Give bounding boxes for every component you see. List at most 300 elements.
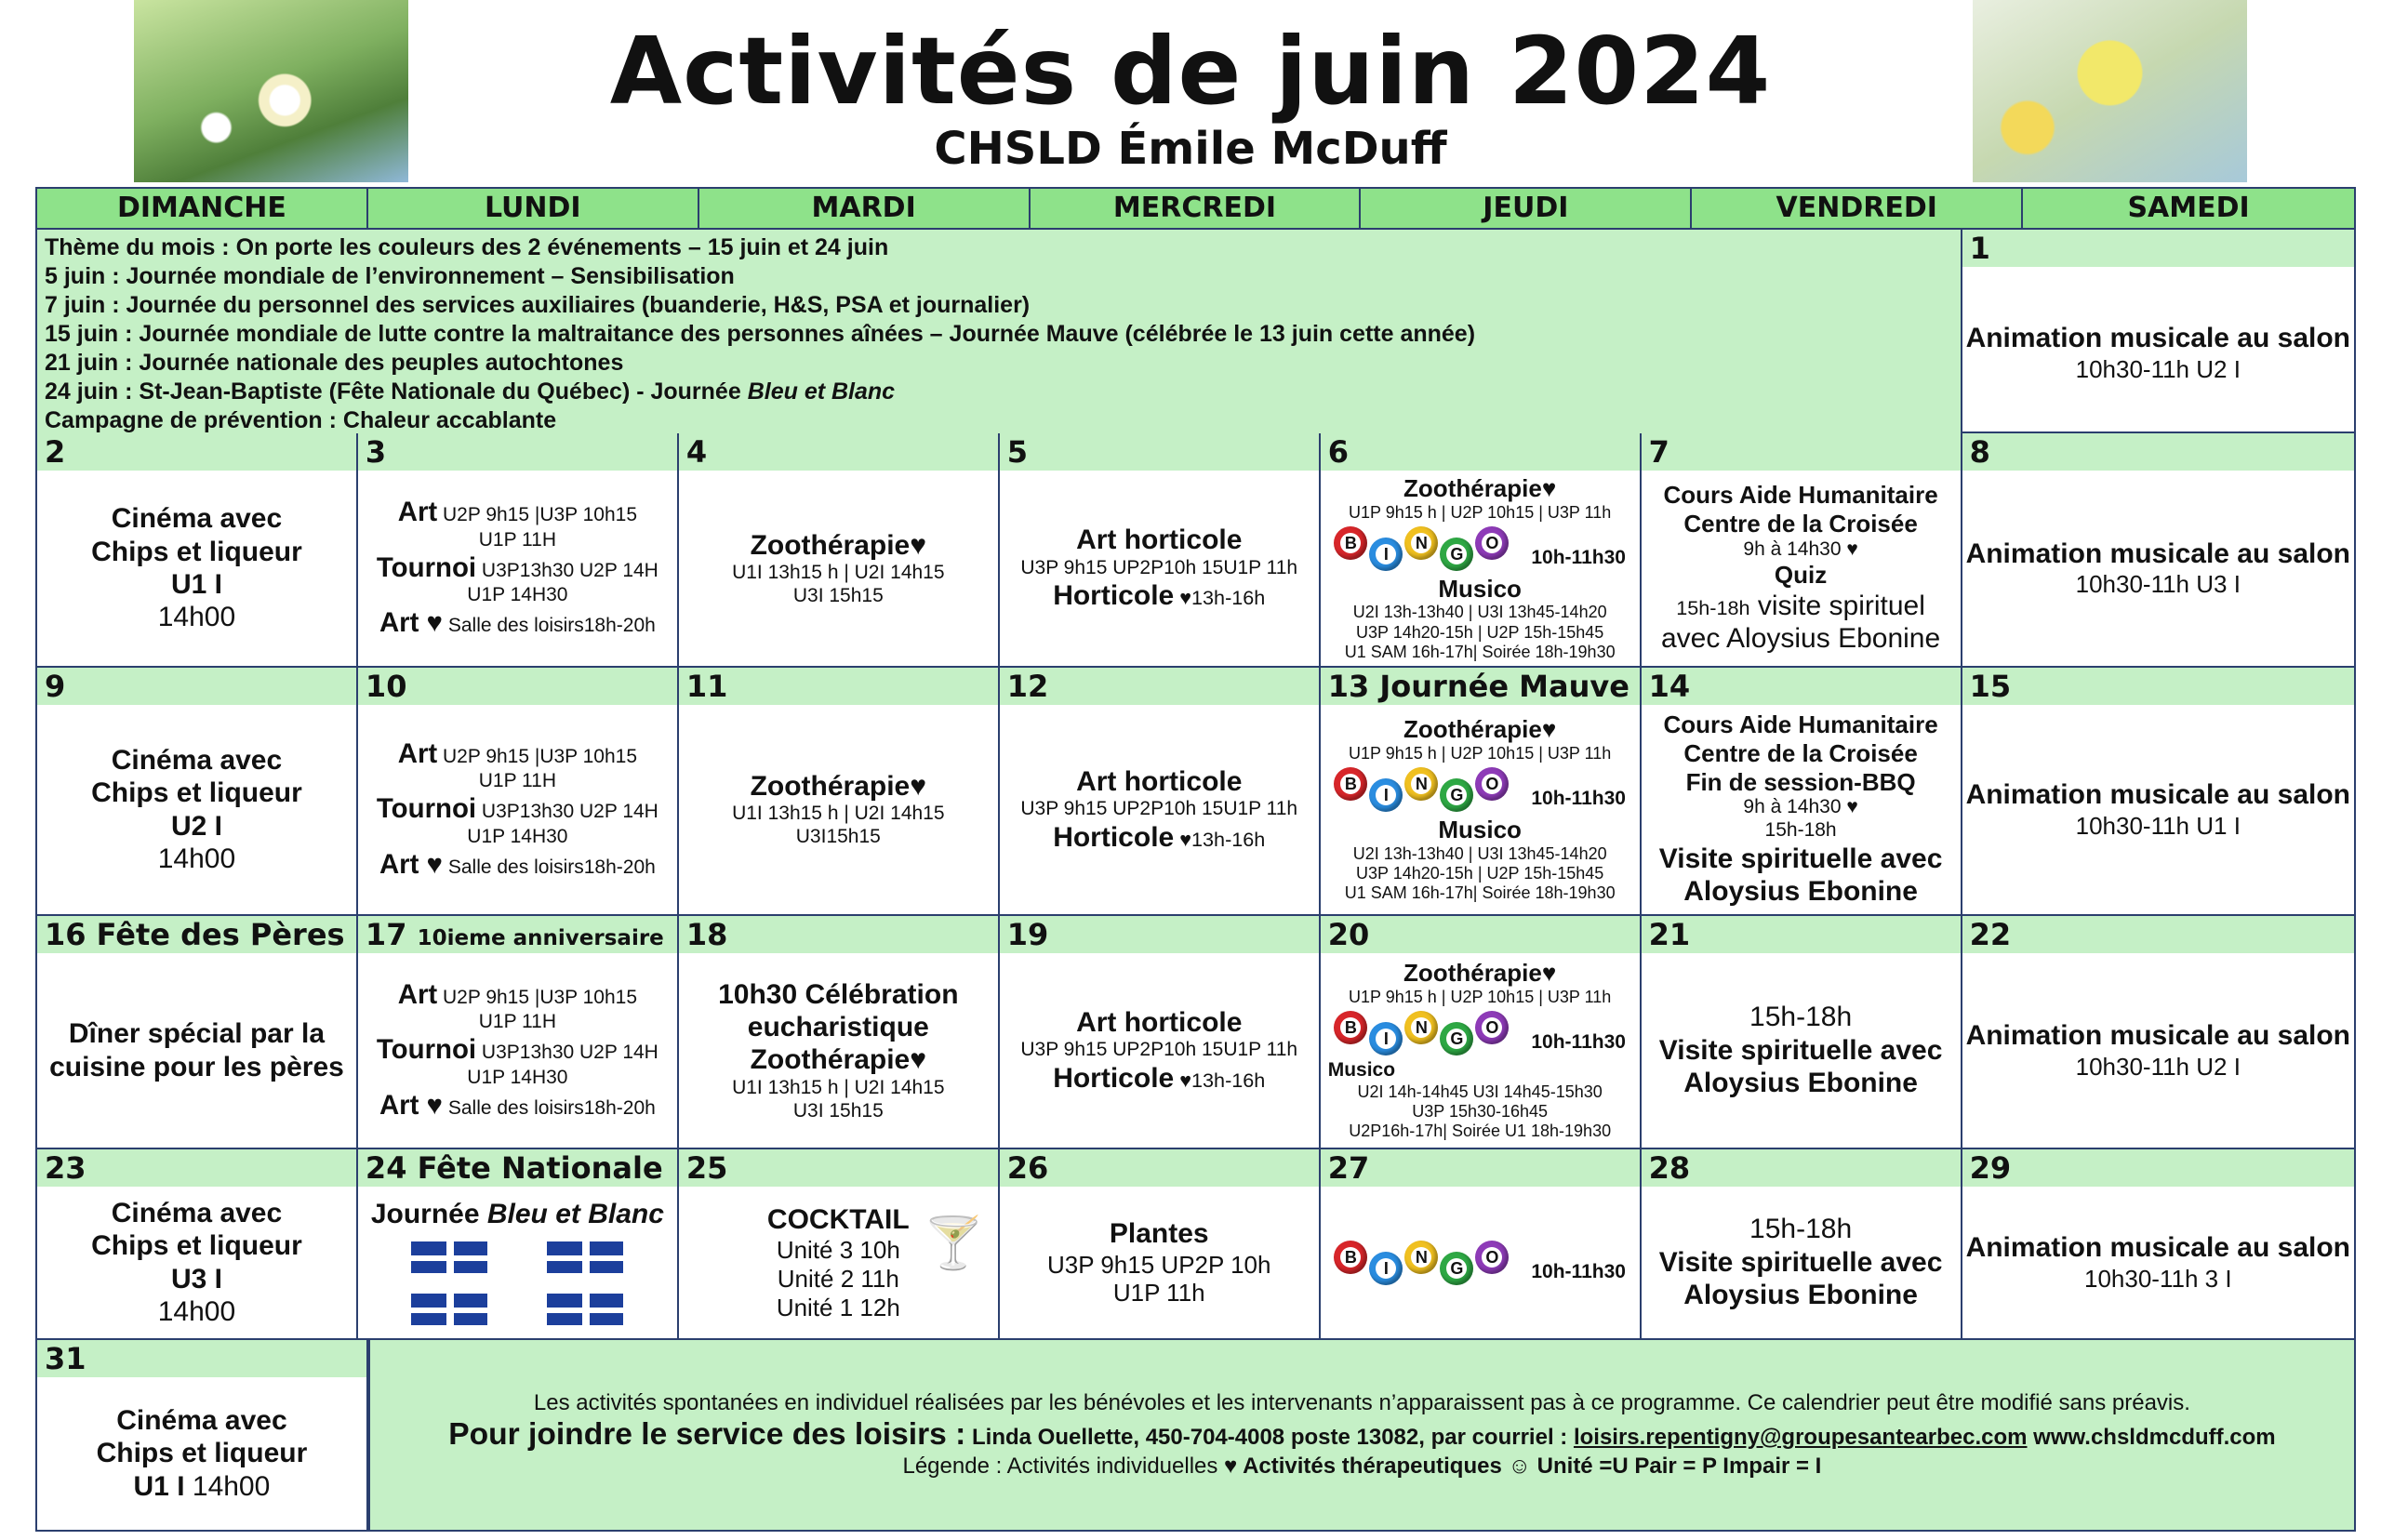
day-event-label: Fête des Pères <box>96 917 345 952</box>
text-line <box>45 406 1953 435</box>
text-line <box>49 1051 344 1083</box>
day-cell-21[interactable] <box>1642 916 1962 1148</box>
day-header <box>1000 916 1319 953</box>
text-segment: Plantes <box>1109 1218 1209 1250</box>
text-line <box>1743 796 1857 819</box>
text-line <box>45 320 1953 349</box>
text-line <box>902 1454 1821 1480</box>
text-line <box>45 262 1953 291</box>
text-line <box>45 233 1953 262</box>
text-line <box>1053 579 1265 612</box>
text-segment: Zoothérapie♥ <box>750 529 927 561</box>
text-segment: visite spirituel <box>1749 591 1925 621</box>
text-segment: Cours Aide Humanitaire <box>1663 710 1938 739</box>
bingo-time: 10h-11h30 <box>1531 546 1626 568</box>
page-title: Activités de juin 2024 <box>609 17 1772 126</box>
text-line <box>1749 1213 1852 1245</box>
text-line <box>1345 643 1616 662</box>
text-segment: Dîner spécial par la <box>68 1018 326 1050</box>
day-cell-1[interactable] <box>1962 230 2354 439</box>
text-line <box>1749 1001 1852 1033</box>
text-segment: Zoothérapie♥ <box>1403 959 1557 988</box>
day-cell-11[interactable] <box>679 668 1000 914</box>
text-line <box>171 568 222 601</box>
text-segment: ♥ Activités thérapeutiques ☺ Unité =U Pair = P Impair = I <box>1224 1453 1822 1479</box>
bingo-ball-icon: B <box>1334 767 1367 801</box>
text-segment: Chips et liqueur <box>91 536 302 567</box>
text-segment: Art <box>397 737 438 769</box>
text-line <box>467 584 567 607</box>
text-line <box>1663 481 1937 510</box>
text-line <box>1775 561 1827 590</box>
text-segment: U2P 9h15 |U3P 10h15 <box>437 745 638 767</box>
text-segment: U2P 9h15 |U3P 10h15 <box>437 986 638 1008</box>
day-cell-23[interactable] <box>37 1149 358 1338</box>
text-segment: Linda Ouellette, 450-704-4008 poste 13082, par courriel : <box>965 1425 1574 1451</box>
text-line <box>767 1203 910 1236</box>
text-line <box>1966 1019 2350 1052</box>
day-header <box>358 668 677 705</box>
text-segment: 5 juin : Journée mondiale de l’environnement – Sensibilisation <box>45 263 735 289</box>
day-number: 3 <box>365 434 387 470</box>
day-number: 28 <box>1648 1150 1691 1186</box>
text-line <box>1765 819 1837 843</box>
bingo-ball-icon: G <box>1440 1022 1473 1055</box>
text-line <box>1349 988 1611 1007</box>
day-event-label: Journée Mauve <box>1379 669 1629 704</box>
text-line <box>751 1043 927 1076</box>
text-segment: U1P 9h15 h | U2P 10h15 | U3P 11h <box>1349 987 1612 1006</box>
weekday-header-mardi: MARDI <box>699 189 1031 228</box>
day-header <box>358 1149 677 1187</box>
text-segment: ♥13h-16h <box>1174 1068 1266 1092</box>
day-activities <box>679 705 998 914</box>
text-segment: U2I 13h-13h40 | U3I 13h45-14h20 <box>1352 603 1607 622</box>
text-line <box>2084 1265 2232 1294</box>
text-line <box>479 770 556 793</box>
text-line <box>1683 1067 1918 1099</box>
text-line <box>1353 844 1607 864</box>
bingo-time: 10h-11h30 <box>1531 1260 1626 1282</box>
bingo-ball-icon: I <box>1369 1252 1403 1285</box>
day-activities <box>37 1187 356 1338</box>
day-cell-15[interactable] <box>1962 668 2354 914</box>
week-row <box>37 666 2354 914</box>
text-line <box>398 497 637 529</box>
text-segment: U3P 9h15 UP2P10h 15U1P 11h <box>1020 798 1298 820</box>
day-number: 2 <box>45 434 66 470</box>
text-line <box>1076 1006 1242 1039</box>
text-line <box>2076 355 2241 384</box>
bingo-ball-icon: G <box>1440 538 1473 571</box>
day-number: 1 <box>1969 231 1990 266</box>
text-line <box>112 1197 282 1229</box>
text-line <box>1113 1279 1205 1308</box>
text-segment: Cinéma avec <box>111 1197 283 1228</box>
text-segment: Musico <box>1438 816 1522 844</box>
text-line <box>112 744 282 777</box>
day-header <box>1642 433 1961 471</box>
week-row <box>37 228 2354 431</box>
text-segment: Animation musicale au salon <box>1965 323 2350 354</box>
text-line <box>1676 590 1925 622</box>
day-event-label: 10ieme anniversaire <box>417 926 664 950</box>
text-line <box>1353 603 1607 622</box>
text-segment: Tournoi <box>376 1034 477 1066</box>
day-header <box>1321 1149 1640 1187</box>
text-segment: Horticole <box>1053 1062 1175 1094</box>
text-line <box>1659 843 1943 875</box>
text-line <box>171 1263 222 1295</box>
day-cell-4[interactable] <box>679 433 1000 666</box>
day-cell-25[interactable] <box>679 1149 1000 1338</box>
day-activities <box>1962 953 2354 1148</box>
day-cell-27[interactable] <box>1321 1149 1642 1338</box>
bingo-ball-icon: I <box>1369 778 1403 812</box>
text-segment: 15h-18h <box>1764 819 1837 842</box>
weekday-header-jeudi: JEUDI <box>1361 189 1692 228</box>
bingo-logo <box>1334 1011 1626 1055</box>
text-line <box>1743 538 1857 562</box>
text-line <box>751 770 927 803</box>
text-line <box>479 1011 556 1034</box>
bingo-logo <box>1334 767 1626 812</box>
day-activities <box>1321 953 1640 1148</box>
text-line <box>1683 739 1917 768</box>
day-activities <box>1000 1187 1319 1338</box>
text-line <box>467 1067 567 1090</box>
day-header <box>1642 916 1961 953</box>
quebec-flag-icon <box>409 1292 489 1327</box>
bingo-ball-icon: I <box>1369 1022 1403 1055</box>
text-segment: 14h00 <box>157 843 236 874</box>
day-cell-31[interactable] <box>37 1340 368 1530</box>
day-number: 6 <box>1327 434 1349 470</box>
text-segment: Art <box>397 497 438 528</box>
day-cell-26[interactable] <box>1000 1149 1321 1338</box>
page-subtitle: CHSLD Émile McDuff <box>934 123 1447 175</box>
day-activities <box>358 1187 677 1338</box>
text-segment: www.chsldmcduff.com <box>2027 1425 2276 1451</box>
day-header <box>37 1149 356 1187</box>
day-activities <box>1642 1187 1961 1338</box>
day-header <box>358 916 677 953</box>
text-segment: Tournoi <box>376 551 477 583</box>
bingo-ball-icon: O <box>1475 1241 1509 1274</box>
text-segment: U3P 9h15 UP2P10h 15U1P 11h <box>1020 1039 1298 1061</box>
text-line <box>1966 1231 2350 1264</box>
text-segment: U2P16h-17h| Soirée U1 18h-19h30 <box>1349 1122 1612 1141</box>
text-segment: Quiz <box>1774 561 1828 590</box>
text-line <box>2076 570 2241 599</box>
email-link[interactable]: loisirs.repentigny@groupesantearbec.com <box>1573 1425 2028 1451</box>
text-segment: U1P 11h <box>1112 1279 1205 1308</box>
day-header <box>1962 1149 2354 1187</box>
day-cell-18[interactable] <box>679 916 1000 1148</box>
day-cell-9[interactable] <box>37 668 358 914</box>
day-number: 5 <box>1006 434 1029 470</box>
text-segment: Cinéma avec <box>116 1404 287 1436</box>
text-line <box>45 349 1953 378</box>
text-line <box>1683 510 1917 538</box>
text-segment: Animation musicale au salon <box>1965 1232 2350 1264</box>
text-segment: Zoothérapie♥ <box>1403 473 1557 502</box>
text-line <box>1020 798 1297 821</box>
text-line <box>1110 1217 1209 1250</box>
day-cell-28[interactable] <box>1642 1149 1962 1338</box>
bingo-ball-icon: B <box>1334 1011 1367 1044</box>
text-segment: Animation musicale au salon <box>1965 538 2350 569</box>
text-segment: Pour joindre le service des loisirs : <box>448 1417 966 1453</box>
day-header <box>1642 1149 1961 1187</box>
text-segment: U1P 11H <box>478 1011 557 1033</box>
bingo-ball-icon: O <box>1475 526 1509 560</box>
text-segment: U1I 13h15 h | U2I 14h15 <box>732 803 945 825</box>
day-number: 10 <box>365 669 407 704</box>
text-line <box>379 1090 656 1122</box>
text-line <box>45 291 1953 320</box>
day-number: 9 <box>45 669 66 704</box>
month-theme-panel <box>37 230 1962 439</box>
weekday-header-vendredi: VENDREDI <box>1692 189 2023 228</box>
bingo-ball-icon: G <box>1440 778 1473 812</box>
text-line <box>1053 821 1265 854</box>
text-segment: U3I15h15 <box>795 826 881 848</box>
text-line <box>1683 875 1918 908</box>
day-number: 27 <box>1327 1150 1370 1186</box>
day-number: 12 <box>1006 669 1049 704</box>
cocktail-icon: 🍸 <box>922 1215 985 1271</box>
day-cell-10[interactable] <box>358 668 679 914</box>
day-number: 23 <box>45 1150 86 1186</box>
day-header <box>679 916 998 953</box>
text-segment: ♥13h-16h <box>1174 827 1266 851</box>
text-line <box>158 843 235 875</box>
text-line <box>1076 765 1242 798</box>
text-segment: Animation musicale au salon <box>1965 1020 2350 1052</box>
day-cell-17[interactable] <box>358 916 679 1148</box>
text-line <box>91 777 302 809</box>
text-segment: U3P13h30 U2P 14H <box>476 801 658 823</box>
text-line <box>1438 816 1522 844</box>
week-row <box>37 431 2354 666</box>
text-segment: 15h-18h <box>1749 1002 1853 1033</box>
text-line <box>777 1236 900 1265</box>
day-header <box>1962 668 2354 705</box>
text-segment: Cours Aide Humanitaire <box>1663 481 1938 510</box>
day-cell-16[interactable] <box>37 916 358 1148</box>
day-cell-12[interactable] <box>1000 668 1321 914</box>
text-line <box>134 1470 271 1503</box>
text-line <box>718 978 958 1011</box>
text-line <box>1663 710 1937 739</box>
text-line <box>1020 557 1297 580</box>
text-segment: U3 I <box>170 1263 222 1294</box>
text-segment: 14h00 <box>184 1470 271 1502</box>
text-segment: Art horticole <box>1076 524 1243 556</box>
text-segment: Visite spirituelle avec <box>1658 1246 1943 1278</box>
day-activities <box>1962 705 2354 914</box>
day-cell-5[interactable] <box>1000 433 1321 666</box>
text-line <box>377 1034 658 1067</box>
text-segment: Cinéma avec <box>111 503 283 535</box>
day-activities <box>1962 1187 2354 1338</box>
text-line <box>748 1011 929 1043</box>
day-cell-8[interactable] <box>1962 433 2354 666</box>
text-segment: Aloysius Ebonine <box>1683 876 1918 908</box>
text-segment: 14h00 <box>157 1295 236 1327</box>
day-number: 17 <box>365 917 407 952</box>
day-activities <box>1000 471 1319 666</box>
text-segment: 10h30 Célébration <box>718 978 959 1010</box>
text-line <box>1356 864 1603 883</box>
quebec-flag-icon <box>545 1292 625 1327</box>
text-line <box>379 607 656 640</box>
text-line <box>1966 538 2350 570</box>
day-cell-20[interactable] <box>1321 916 1642 1148</box>
text-line <box>1661 622 1940 655</box>
text-line <box>1020 1039 1297 1062</box>
day-number: 18 <box>685 917 728 952</box>
day-header <box>1000 1149 1319 1187</box>
day-event-label: Fête Nationale <box>417 1150 663 1186</box>
day-header <box>1000 668 1319 705</box>
text-segment: U1P 14H30 <box>467 825 568 847</box>
day-cell-29[interactable] <box>1962 1149 2354 1338</box>
day-number: 8 <box>1969 434 1990 470</box>
text-segment: Fin de session-BBQ <box>1685 767 1916 796</box>
day-activities <box>358 471 677 666</box>
text-segment: 15h-18h <box>1749 1214 1853 1245</box>
text-line <box>371 1198 664 1230</box>
day-cell-2[interactable] <box>37 433 358 666</box>
weekday-header-samedi: SAMEDI <box>2127 192 2250 224</box>
day-header <box>37 433 356 471</box>
day-header <box>1321 668 1640 705</box>
text-segment: Art horticole <box>1076 1006 1243 1038</box>
day-number: 26 <box>1006 1150 1049 1186</box>
text-segment: U3P 9h15 UP2P10h 15U1P 11h <box>1020 556 1298 578</box>
day-number: 15 <box>1969 669 2012 704</box>
week-row <box>37 1148 2354 1338</box>
day-header <box>1962 230 2354 267</box>
day-number: 31 <box>45 1341 86 1376</box>
text-line <box>1659 1246 1943 1279</box>
text-segment: U3P 15h30-16h45 <box>1412 1102 1549 1122</box>
bingo-time: 10h-11h30 <box>1531 788 1626 810</box>
text-segment: U1P 14H30 <box>467 584 568 606</box>
text-line <box>91 1229 302 1262</box>
text-line <box>534 1390 2190 1416</box>
quebec-flags <box>409 1240 625 1327</box>
day-header <box>679 1149 998 1187</box>
text-segment: 10h30-11h 3 I <box>2084 1264 2232 1293</box>
text-segment: 9h à 14h30 ♥ <box>1743 796 1858 818</box>
bingo-ball-icon: G <box>1440 1252 1473 1285</box>
bingo-ball-icon: N <box>1404 767 1438 801</box>
text-segment: U1 SAM 16h-17h| Soirée 18h-19h30 <box>1344 642 1616 661</box>
text-segment: U2P 9h15 |U3P 10h15 <box>437 504 638 526</box>
week-row <box>37 914 2354 1148</box>
bingo-ball-icon: B <box>1334 526 1367 560</box>
calendar-grid <box>35 187 2356 1532</box>
text-line <box>1345 883 1616 903</box>
day-header <box>1321 433 1640 471</box>
text-line <box>116 1404 286 1437</box>
text-line <box>1966 778 2350 811</box>
day-activities <box>679 953 998 1148</box>
day-activities <box>1962 471 2354 666</box>
quebec-flag-icon <box>409 1240 489 1275</box>
day-cell-19[interactable] <box>1000 916 1321 1148</box>
text-segment: Unité 2 11h <box>777 1264 899 1293</box>
text-segment: 14h00 <box>157 602 236 633</box>
day-cell-7[interactable] <box>1642 433 1962 666</box>
text-segment: Horticole <box>1053 580 1175 612</box>
day-cell-3[interactable] <box>358 433 679 666</box>
text-segment: COCKTAIL <box>766 1203 910 1235</box>
text-line <box>379 849 656 882</box>
day-number: 29 <box>1969 1150 2012 1186</box>
text-line <box>1438 575 1522 604</box>
text-segment: U1I 13h15 h | U2I 14h15 <box>732 561 945 583</box>
text-segment: Zoothérapie♥ <box>750 771 927 803</box>
day-number: 25 <box>685 1150 728 1186</box>
text-line <box>91 536 302 568</box>
bingo-time: 10h-11h30 <box>1531 1031 1626 1054</box>
day-cell-13[interactable] <box>1321 668 1642 914</box>
day-cell-14[interactable] <box>1642 668 1962 914</box>
text-segment: Art <box>397 978 438 1010</box>
day-number: 14 <box>1648 669 1691 704</box>
day-activities <box>37 1377 366 1530</box>
text-segment: Musico <box>1327 1059 1396 1082</box>
text-segment: avec Aloysius Ebonine <box>1660 623 1941 655</box>
text-line <box>732 1077 944 1100</box>
day-activities <box>358 705 677 914</box>
day-cell-6[interactable] <box>1321 433 1642 666</box>
day-header <box>679 433 998 471</box>
text-line <box>778 1265 899 1294</box>
day-cell-24[interactable] <box>358 1149 679 1338</box>
text-segment: Campagne de prévention : Chaleur accablante <box>45 407 557 433</box>
text-segment: Zoothérapie♥ <box>1403 715 1557 744</box>
text-segment: U3P 14h20-15h | U2P 15h-15h45 <box>1356 864 1604 883</box>
day-number: 16 <box>45 917 86 952</box>
text-segment: U3P13h30 U2P 14H <box>476 1042 658 1064</box>
bingo-ball-icon: N <box>1404 1011 1438 1044</box>
day-cell-22[interactable] <box>1962 916 2354 1148</box>
text-line <box>1966 322 2350 354</box>
day-activities <box>1642 471 1961 666</box>
text-line <box>69 1017 325 1050</box>
day-number: 22 <box>1969 917 2012 952</box>
text-segment: Horticole <box>1053 821 1175 853</box>
text-segment: Art horticole <box>1076 765 1243 797</box>
text-line <box>479 529 556 552</box>
bingo-logo <box>1334 526 1626 571</box>
text-segment: eucharistique <box>747 1012 929 1043</box>
text-line <box>777 1294 900 1322</box>
day-header <box>1642 668 1961 705</box>
text-line <box>796 826 881 849</box>
day-activities <box>1642 705 1961 914</box>
bingo-ball-icon: I <box>1369 538 1403 571</box>
text-segment: ♥13h-16h <box>1174 586 1266 610</box>
text-segment: Animation musicale au salon <box>1965 779 2350 811</box>
text-line <box>377 552 658 585</box>
text-segment: Centre de la Croisée <box>1683 509 1918 538</box>
